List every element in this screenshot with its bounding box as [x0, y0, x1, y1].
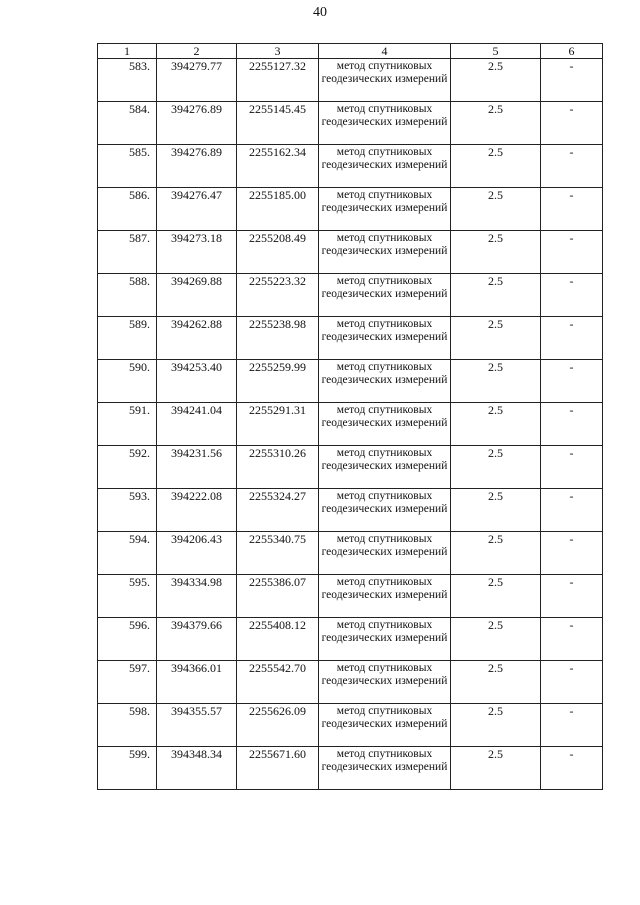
y-coordinate-cell: 2255324.27 [237, 489, 319, 532]
table-row [98, 403, 603, 446]
accuracy-cell: 2.5 [451, 532, 541, 575]
point-number-cell: 597. [98, 661, 157, 704]
point-number-cell: 591. [98, 403, 157, 446]
table-row [98, 532, 603, 575]
note-cell: - [541, 489, 603, 532]
accuracy-cell: 2.5 [451, 618, 541, 661]
page-number: 40 [313, 5, 327, 20]
x-coordinate-cell: 394206.43 [157, 532, 237, 575]
method-cell: метод спутниковых геодезических измерений [319, 59, 451, 102]
point-number-cell: 598. [98, 704, 157, 747]
note-cell: - [541, 403, 603, 446]
point-number-cell: 587. [98, 231, 157, 274]
point-number-cell: 594. [98, 532, 157, 575]
y-coordinate-cell: 2255408.12 [237, 618, 319, 661]
column-header: 6 [541, 44, 603, 59]
x-coordinate-cell: 394253.40 [157, 360, 237, 403]
point-number-cell: 593. [98, 489, 157, 532]
accuracy-cell: 2.5 [451, 274, 541, 317]
table-row [98, 231, 603, 274]
y-coordinate-cell: 2255291.31 [237, 403, 319, 446]
x-coordinate-cell: 394379.66 [157, 618, 237, 661]
method-cell: метод спутниковых геодезических измерений [319, 317, 451, 360]
note-cell: - [541, 446, 603, 489]
method-cell: метод спутниковых геодезических измерений [319, 747, 451, 790]
x-coordinate-cell: 394355.57 [157, 704, 237, 747]
point-number-cell: 586. [98, 188, 157, 231]
method-cell: метод спутниковых геодезических измерений [319, 231, 451, 274]
note-cell: - [541, 747, 603, 790]
note-cell: - [541, 532, 603, 575]
note-cell: - [541, 360, 603, 403]
y-coordinate-cell: 2255208.49 [237, 231, 319, 274]
point-number-cell: 585. [98, 145, 157, 188]
table-row [98, 145, 603, 188]
method-cell: метод спутниковых геодезических измерений [319, 446, 451, 489]
point-number-cell: 599. [98, 747, 157, 790]
point-number-cell: 589. [98, 317, 157, 360]
x-coordinate-cell: 394262.88 [157, 317, 237, 360]
accuracy-cell: 2.5 [451, 446, 541, 489]
x-coordinate-cell: 394279.77 [157, 59, 237, 102]
y-coordinate-cell: 2255162.34 [237, 145, 319, 188]
x-coordinate-cell: 394231.56 [157, 446, 237, 489]
y-coordinate-cell: 2255671.60 [237, 747, 319, 790]
note-cell: - [541, 145, 603, 188]
method-cell: метод спутниковых геодезических измерений [319, 575, 451, 618]
table-row [98, 446, 603, 489]
accuracy-cell: 2.5 [451, 317, 541, 360]
table-row [98, 317, 603, 360]
accuracy-cell: 2.5 [451, 747, 541, 790]
x-coordinate-cell: 394273.18 [157, 231, 237, 274]
table-row [98, 575, 603, 618]
point-number-cell: 590. [98, 360, 157, 403]
point-number-cell: 595. [98, 575, 157, 618]
accuracy-cell: 2.5 [451, 59, 541, 102]
accuracy-cell: 2.5 [451, 188, 541, 231]
method-cell: метод спутниковых геодезических измерений [319, 618, 451, 661]
accuracy-cell: 2.5 [451, 231, 541, 274]
method-cell: метод спутниковых геодезических измерений [319, 704, 451, 747]
y-coordinate-cell: 2255259.99 [237, 360, 319, 403]
y-coordinate-cell: 2255185.00 [237, 188, 319, 231]
x-coordinate-cell: 394276.89 [157, 102, 237, 145]
table-row [98, 59, 603, 102]
accuracy-cell: 2.5 [451, 403, 541, 446]
method-cell: метод спутниковых геодезических измерений [319, 360, 451, 403]
table-row [98, 661, 603, 704]
table-row [98, 747, 603, 790]
x-coordinate-cell: 394241.04 [157, 403, 237, 446]
point-number-cell: 584. [98, 102, 157, 145]
table-body [98, 59, 603, 790]
method-cell: метод спутниковых геодезических измерений [319, 102, 451, 145]
x-coordinate-cell: 394276.47 [157, 188, 237, 231]
coordinates-table [97, 43, 603, 790]
column-header: 3 [237, 44, 319, 59]
table-row [98, 188, 603, 231]
table-row [98, 489, 603, 532]
method-cell: метод спутниковых геодезических измерений [319, 532, 451, 575]
accuracy-cell: 2.5 [451, 102, 541, 145]
column-header: 5 [451, 44, 541, 59]
table-header [98, 44, 603, 59]
note-cell: - [541, 575, 603, 618]
x-coordinate-cell: 394222.08 [157, 489, 237, 532]
y-coordinate-cell: 2255386.07 [237, 575, 319, 618]
column-header: 2 [157, 44, 237, 59]
accuracy-cell: 2.5 [451, 145, 541, 188]
point-number-cell: 592. [98, 446, 157, 489]
x-coordinate-cell: 394269.88 [157, 274, 237, 317]
method-cell: метод спутниковых геодезических измерений [319, 188, 451, 231]
note-cell: - [541, 59, 603, 102]
table-row [98, 360, 603, 403]
accuracy-cell: 2.5 [451, 661, 541, 704]
column-header: 1 [98, 44, 157, 59]
note-cell: - [541, 704, 603, 747]
x-coordinate-cell: 394276.89 [157, 145, 237, 188]
point-number-cell: 583. [98, 59, 157, 102]
point-number-cell: 596. [98, 618, 157, 661]
header-row [98, 44, 603, 59]
accuracy-cell: 2.5 [451, 360, 541, 403]
accuracy-cell: 2.5 [451, 489, 541, 532]
note-cell: - [541, 618, 603, 661]
note-cell: - [541, 317, 603, 360]
x-coordinate-cell: 394348.34 [157, 747, 237, 790]
x-coordinate-cell: 394334.98 [157, 575, 237, 618]
y-coordinate-cell: 2255542.70 [237, 661, 319, 704]
method-cell: метод спутниковых геодезических измерений [319, 489, 451, 532]
table-row [98, 274, 603, 317]
note-cell: - [541, 231, 603, 274]
accuracy-cell: 2.5 [451, 704, 541, 747]
method-cell: метод спутниковых геодезических измерений [319, 145, 451, 188]
note-cell: - [541, 274, 603, 317]
accuracy-cell: 2.5 [451, 575, 541, 618]
y-coordinate-cell: 2255238.98 [237, 317, 319, 360]
y-coordinate-cell: 2255340.75 [237, 532, 319, 575]
note-cell: - [541, 661, 603, 704]
table-row [98, 704, 603, 747]
method-cell: метод спутниковых геодезических измерений [319, 403, 451, 446]
method-cell: метод спутниковых геодезических измерений [319, 661, 451, 704]
y-coordinate-cell: 2255310.26 [237, 446, 319, 489]
point-number-cell: 588. [98, 274, 157, 317]
y-coordinate-cell: 2255223.32 [237, 274, 319, 317]
column-header: 4 [319, 44, 451, 59]
y-coordinate-cell: 2255626.09 [237, 704, 319, 747]
note-cell: - [541, 188, 603, 231]
y-coordinate-cell: 2255127.32 [237, 59, 319, 102]
note-cell: - [541, 102, 603, 145]
method-cell: метод спутниковых геодезических измерений [319, 274, 451, 317]
y-coordinate-cell: 2255145.45 [237, 102, 319, 145]
table-row [98, 102, 603, 145]
x-coordinate-cell: 394366.01 [157, 661, 237, 704]
table-row [98, 618, 603, 661]
